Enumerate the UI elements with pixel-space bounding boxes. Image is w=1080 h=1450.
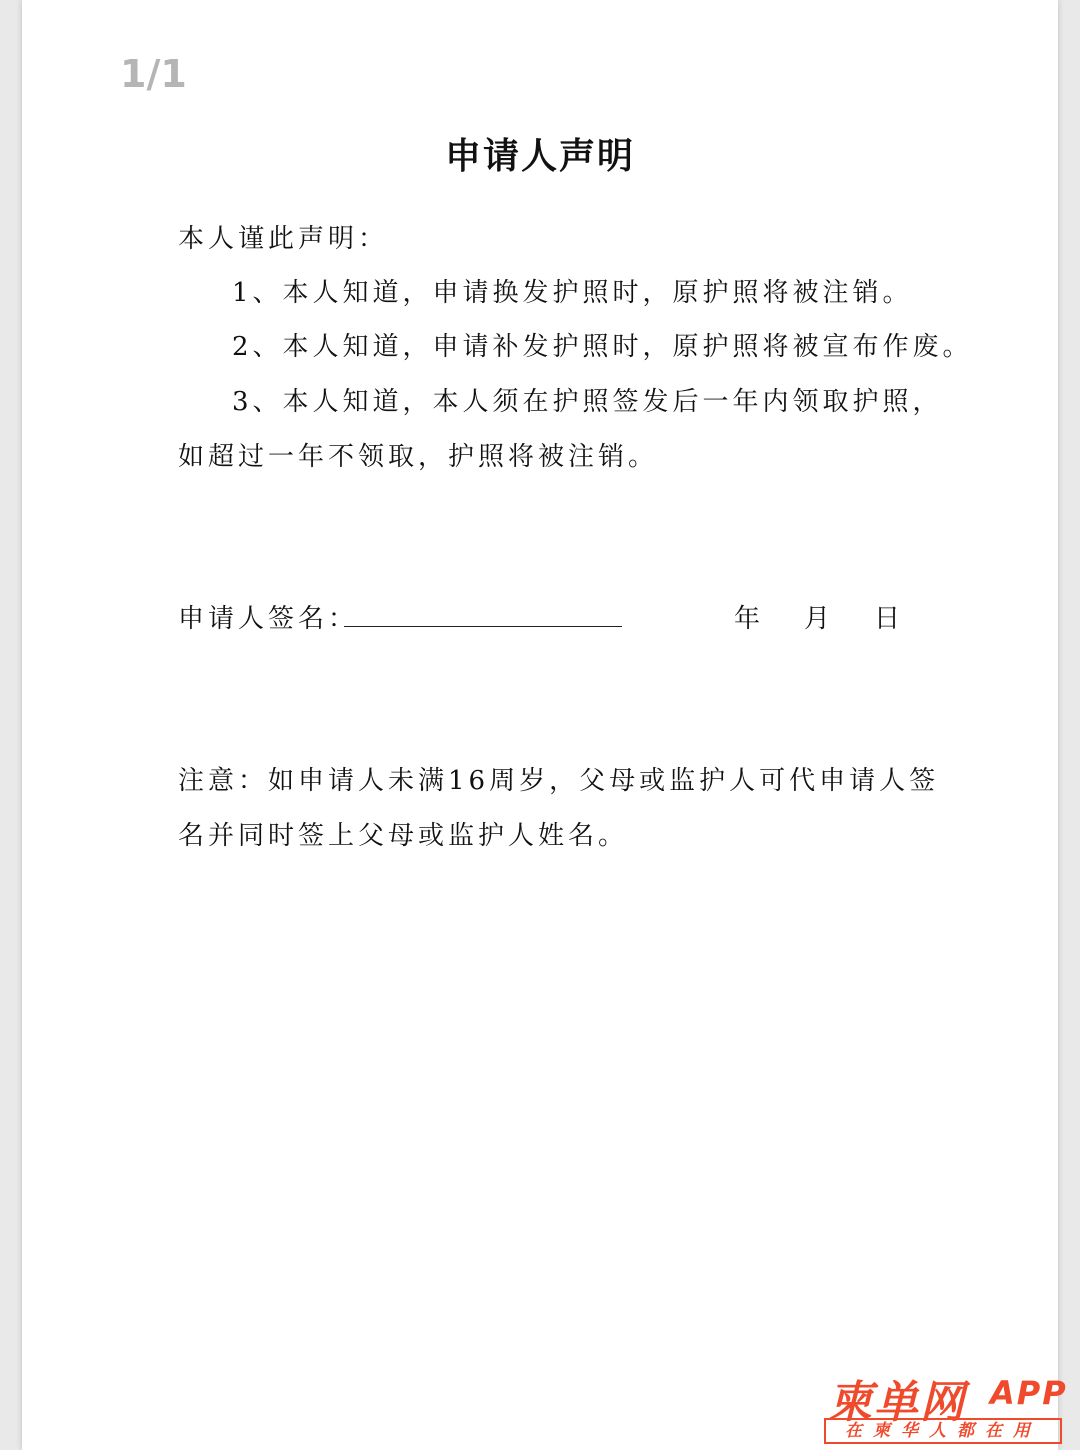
date-month-label: 月 xyxy=(804,604,831,634)
watermark-slogan: 在柬华人都在用 xyxy=(824,1418,1062,1444)
date-year-label: 年 xyxy=(734,604,761,634)
signature-line xyxy=(344,626,622,627)
intro-text: 本人谨此声明： xyxy=(178,224,389,254)
watermark-logo xyxy=(822,1366,1072,1446)
document-title: 申请人声明 xyxy=(444,135,635,177)
signature-label: 申请人签名： xyxy=(178,604,359,634)
watermark-app: APP xyxy=(990,1374,1068,1412)
declaration-item-1: 1、本人知道，申请换发护照时，原护照将被注销。 xyxy=(232,278,913,308)
declaration-item-3: 3、本人知道，本人须在护照签发后一年内领取护照， xyxy=(232,387,943,417)
note-line-2: 名并同时签上父母或监护人姓名。 xyxy=(178,821,629,851)
date-day-label: 日 xyxy=(874,604,901,634)
note-line-1: 注意：如申请人未满16周岁，父母或监护人可代申请人签 xyxy=(178,766,940,796)
watermark-brand: 柬单网 xyxy=(828,1377,966,1428)
page-indicator: 1/1 xyxy=(120,52,187,96)
declaration-item-2: 2、本人知道，申请补发护照时，原护照将被宣布作废。 xyxy=(232,332,973,362)
declaration-item-3-continued: 如超过一年不领取，护照将被注销。 xyxy=(178,442,659,472)
